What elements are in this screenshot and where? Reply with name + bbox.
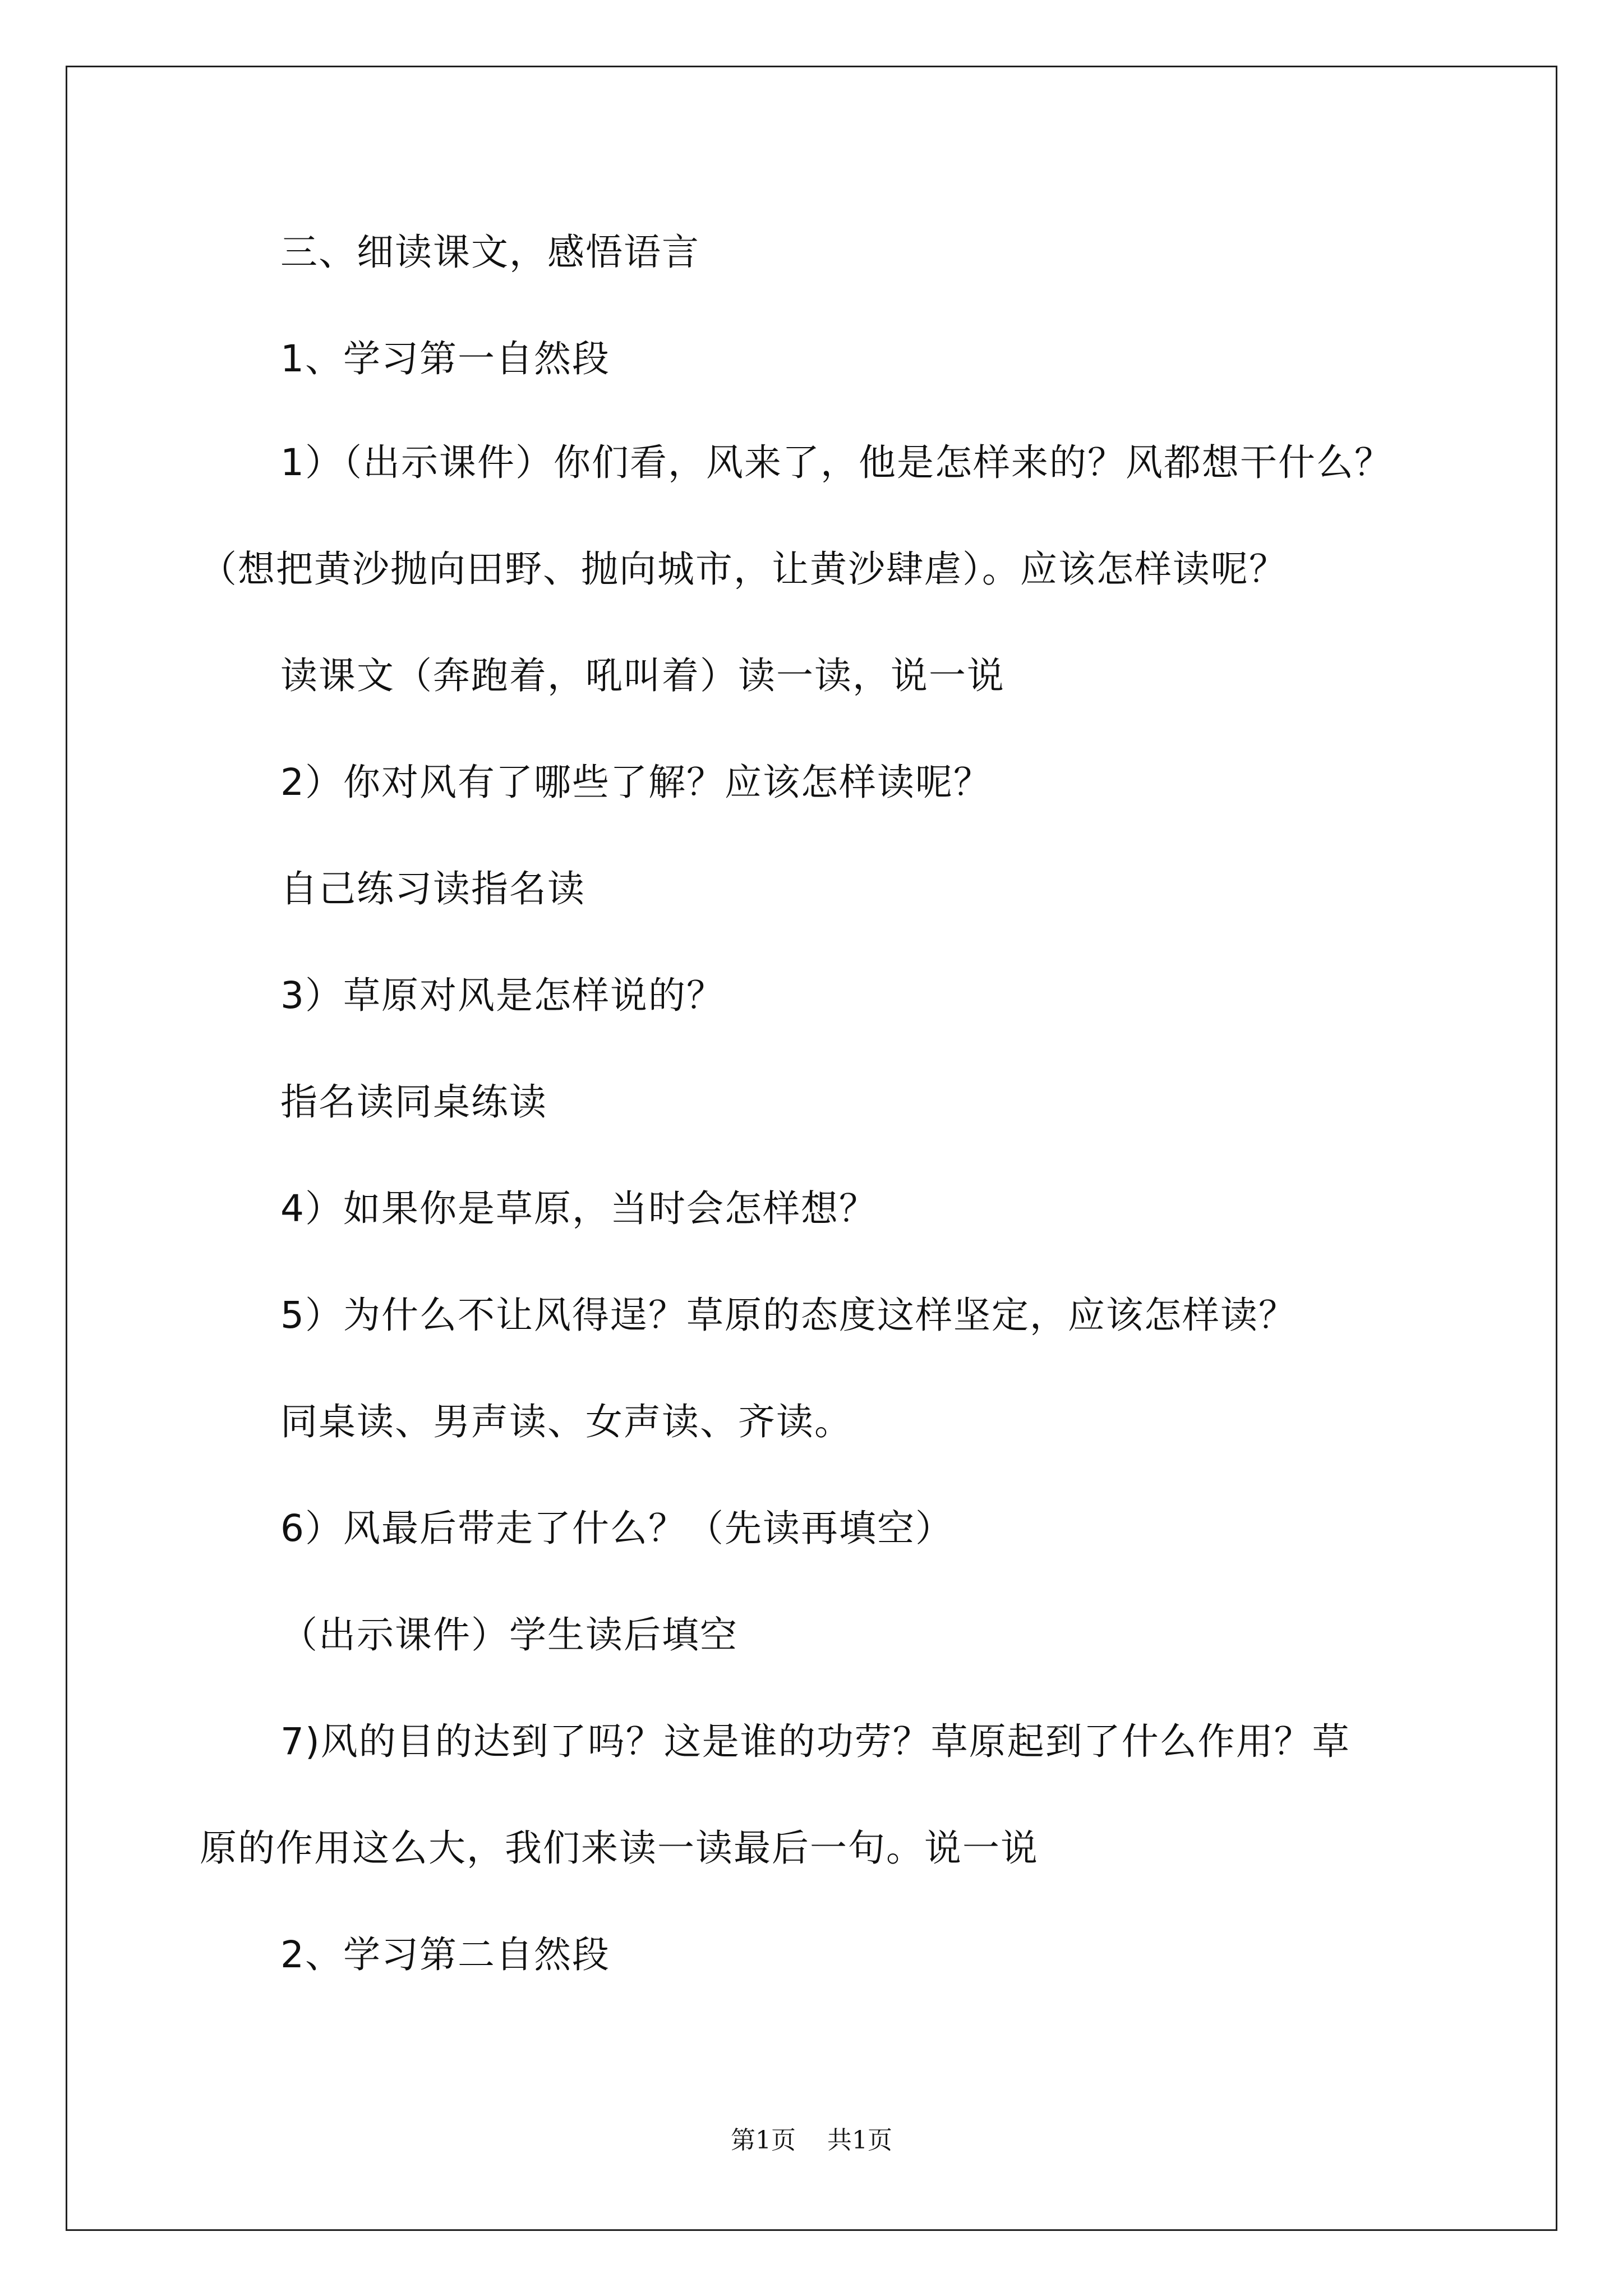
paragraph-line: 2）你对风有了哪些了解？应该怎样读呢？: [280, 761, 992, 804]
paragraph-line: 原的作用这么大，我们来读一读最后一句。说一说: [200, 1826, 1039, 1870]
paragraph-line: 同桌读、男声读、女声读、齐读。: [280, 1400, 852, 1443]
paragraph-line: 指名读同桌练读: [280, 1080, 547, 1124]
paragraph-line: （出示课件）学生读后填空: [280, 1613, 738, 1657]
paragraph-line: 4）如果你是草原，当时会怎样想？: [280, 1187, 877, 1230]
subsection-heading: 2、学习第二自然段: [280, 1933, 610, 1976]
paragraph-line: 7)风的目的达到了吗？这是谁的功劳？草原起到了什么作用？草: [280, 1720, 1350, 1763]
paragraph-line: 自己练习读指名读: [280, 867, 585, 910]
paragraph-line: （想把黄沙抛向田野、抛向城市，让黄沙肆虐）。应该怎样读呢？: [200, 547, 1287, 591]
subsection-heading: 1、学习第一自然段: [280, 337, 610, 380]
page-number-current: 第1页: [731, 2126, 796, 2155]
paragraph-line: 读课文（奔跑着，吼叫着）读一读，说一说: [280, 654, 1005, 697]
section-heading: 三、细读课文，感悟语言: [280, 231, 700, 274]
paragraph-line: 6）风最后带走了什么？（先读再填空）: [280, 1507, 953, 1550]
page-footer: [0, 2125, 1623, 2156]
paragraph-line: 1）（出示课件）你们看，风来了，他是怎样来的？风都想干什么？: [280, 441, 1393, 484]
paragraph-line: 3）草原对风是怎样说的？: [280, 974, 725, 1017]
page-number-total: 共1页: [827, 2126, 892, 2155]
page-border: [66, 66, 1557, 2231]
paragraph-line: 5）为什么不让风得逞？草原的态度这样坚定，应该怎样读？: [280, 1294, 1297, 1337]
